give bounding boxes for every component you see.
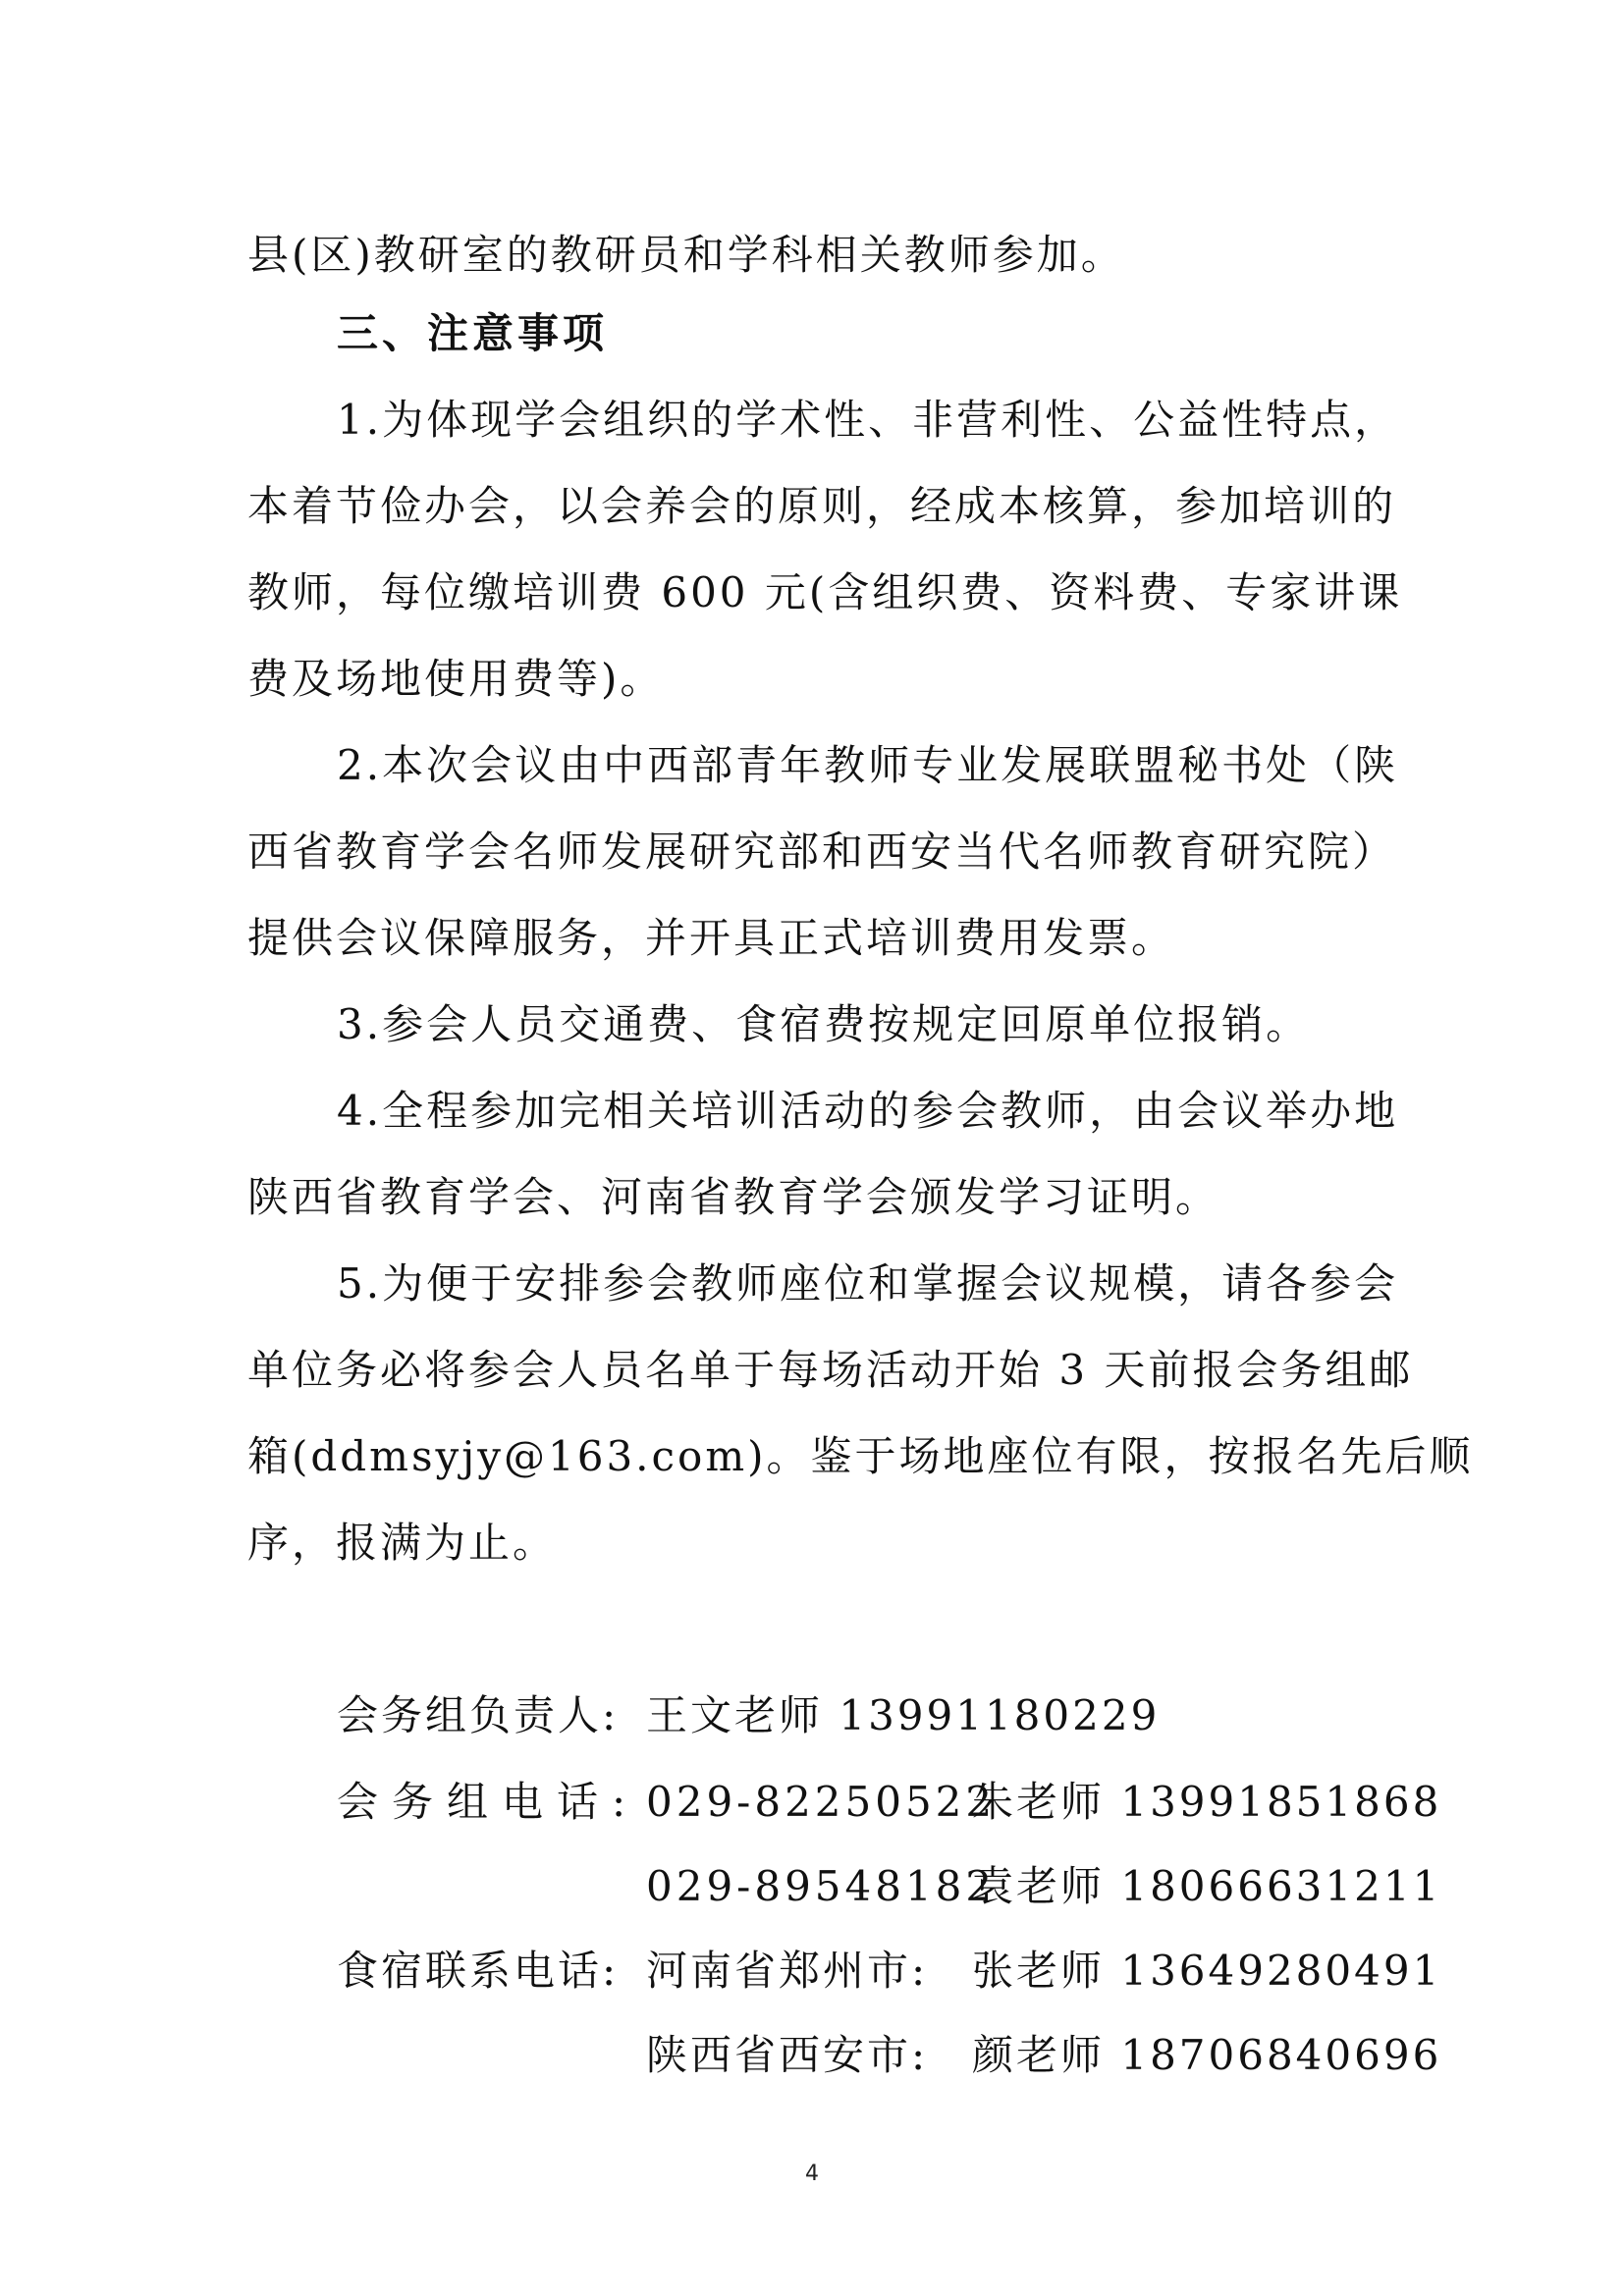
phone-number-2: 029-89548182 [646,1862,997,1910]
note-1-line-1: 1.为体现学会组织的学术性、非营利性、公益性特点， [337,396,1399,444]
note-4-line-2: 陕西省教育学会、河南省教育学会颁发学习证明。 [247,1173,1220,1221]
note-4-line-1: 4.全程参加完相关培训活动的参会教师，由会议举办地 [337,1087,1399,1135]
phone-number-1: 029-82250522 [646,1778,997,1826]
section-heading-notes: 三、注意事项 [337,309,609,357]
note-2-line-3: 提供会议保障服务，并开具正式培训费用发票。 [247,914,1176,962]
lodging-city-2: 陕西省西安市: [646,2031,929,2079]
body-line-1: 县(区)教研室的教研员和学科相关教师参加。 [247,231,1125,279]
phone-person-1: 朱老师 13991851868 [972,1778,1442,1826]
lodging-person-2: 颜老师 18706840696 [972,2031,1442,2079]
note-1-line-3: 教师，每位缴培训费 600 元(含组织费、资料费、专家讲课 [247,568,1403,616]
note-5-line-3: 箱(ddmsyjy@163.com)。鉴于场地座位有限，按报名先后顺 [247,1432,1474,1480]
note-5-line-4: 序，报满为止。 [247,1519,558,1567]
page-number: 4 [805,2162,819,2186]
phone-person-2: 袁老师 18066631211 [972,1862,1442,1910]
note-5-line-1: 5.为便于安排参会教师座位和掌握会议规模，请各参会 [337,1259,1399,1308]
manager-value: 王文老师 13991180229 [646,1691,1161,1739]
lodging-city-1: 河南省郑州市: [646,1947,929,1995]
lodging-label: 食宿联系电话: [337,1947,620,1995]
phone-label: 会务组电话: [337,1778,640,1826]
note-2-line-2: 西省教育学会名师发展研究部和西安当代名师教育研究院） [247,828,1397,876]
manager-label: 会务组负责人: [337,1691,620,1739]
lodging-person-1: 张老师 13649280491 [972,1947,1442,1995]
note-5-line-2: 单位务必将参会人员名单于每场活动开始 3 天前报会务组邮 [247,1346,1414,1394]
note-1-line-2: 本着节俭办会，以会养会的原则，经成本核算，参加培训的 [247,482,1397,530]
note-2-line-1: 2.本次会议由中西部青年教师专业发展联盟秘书处（陕 [337,741,1399,789]
note-3-line-1: 3.参会人员交通费、食宿费按规定回原单位报销。 [337,1000,1311,1048]
note-1-line-4: 费及场地使用费等)。 [247,655,665,703]
